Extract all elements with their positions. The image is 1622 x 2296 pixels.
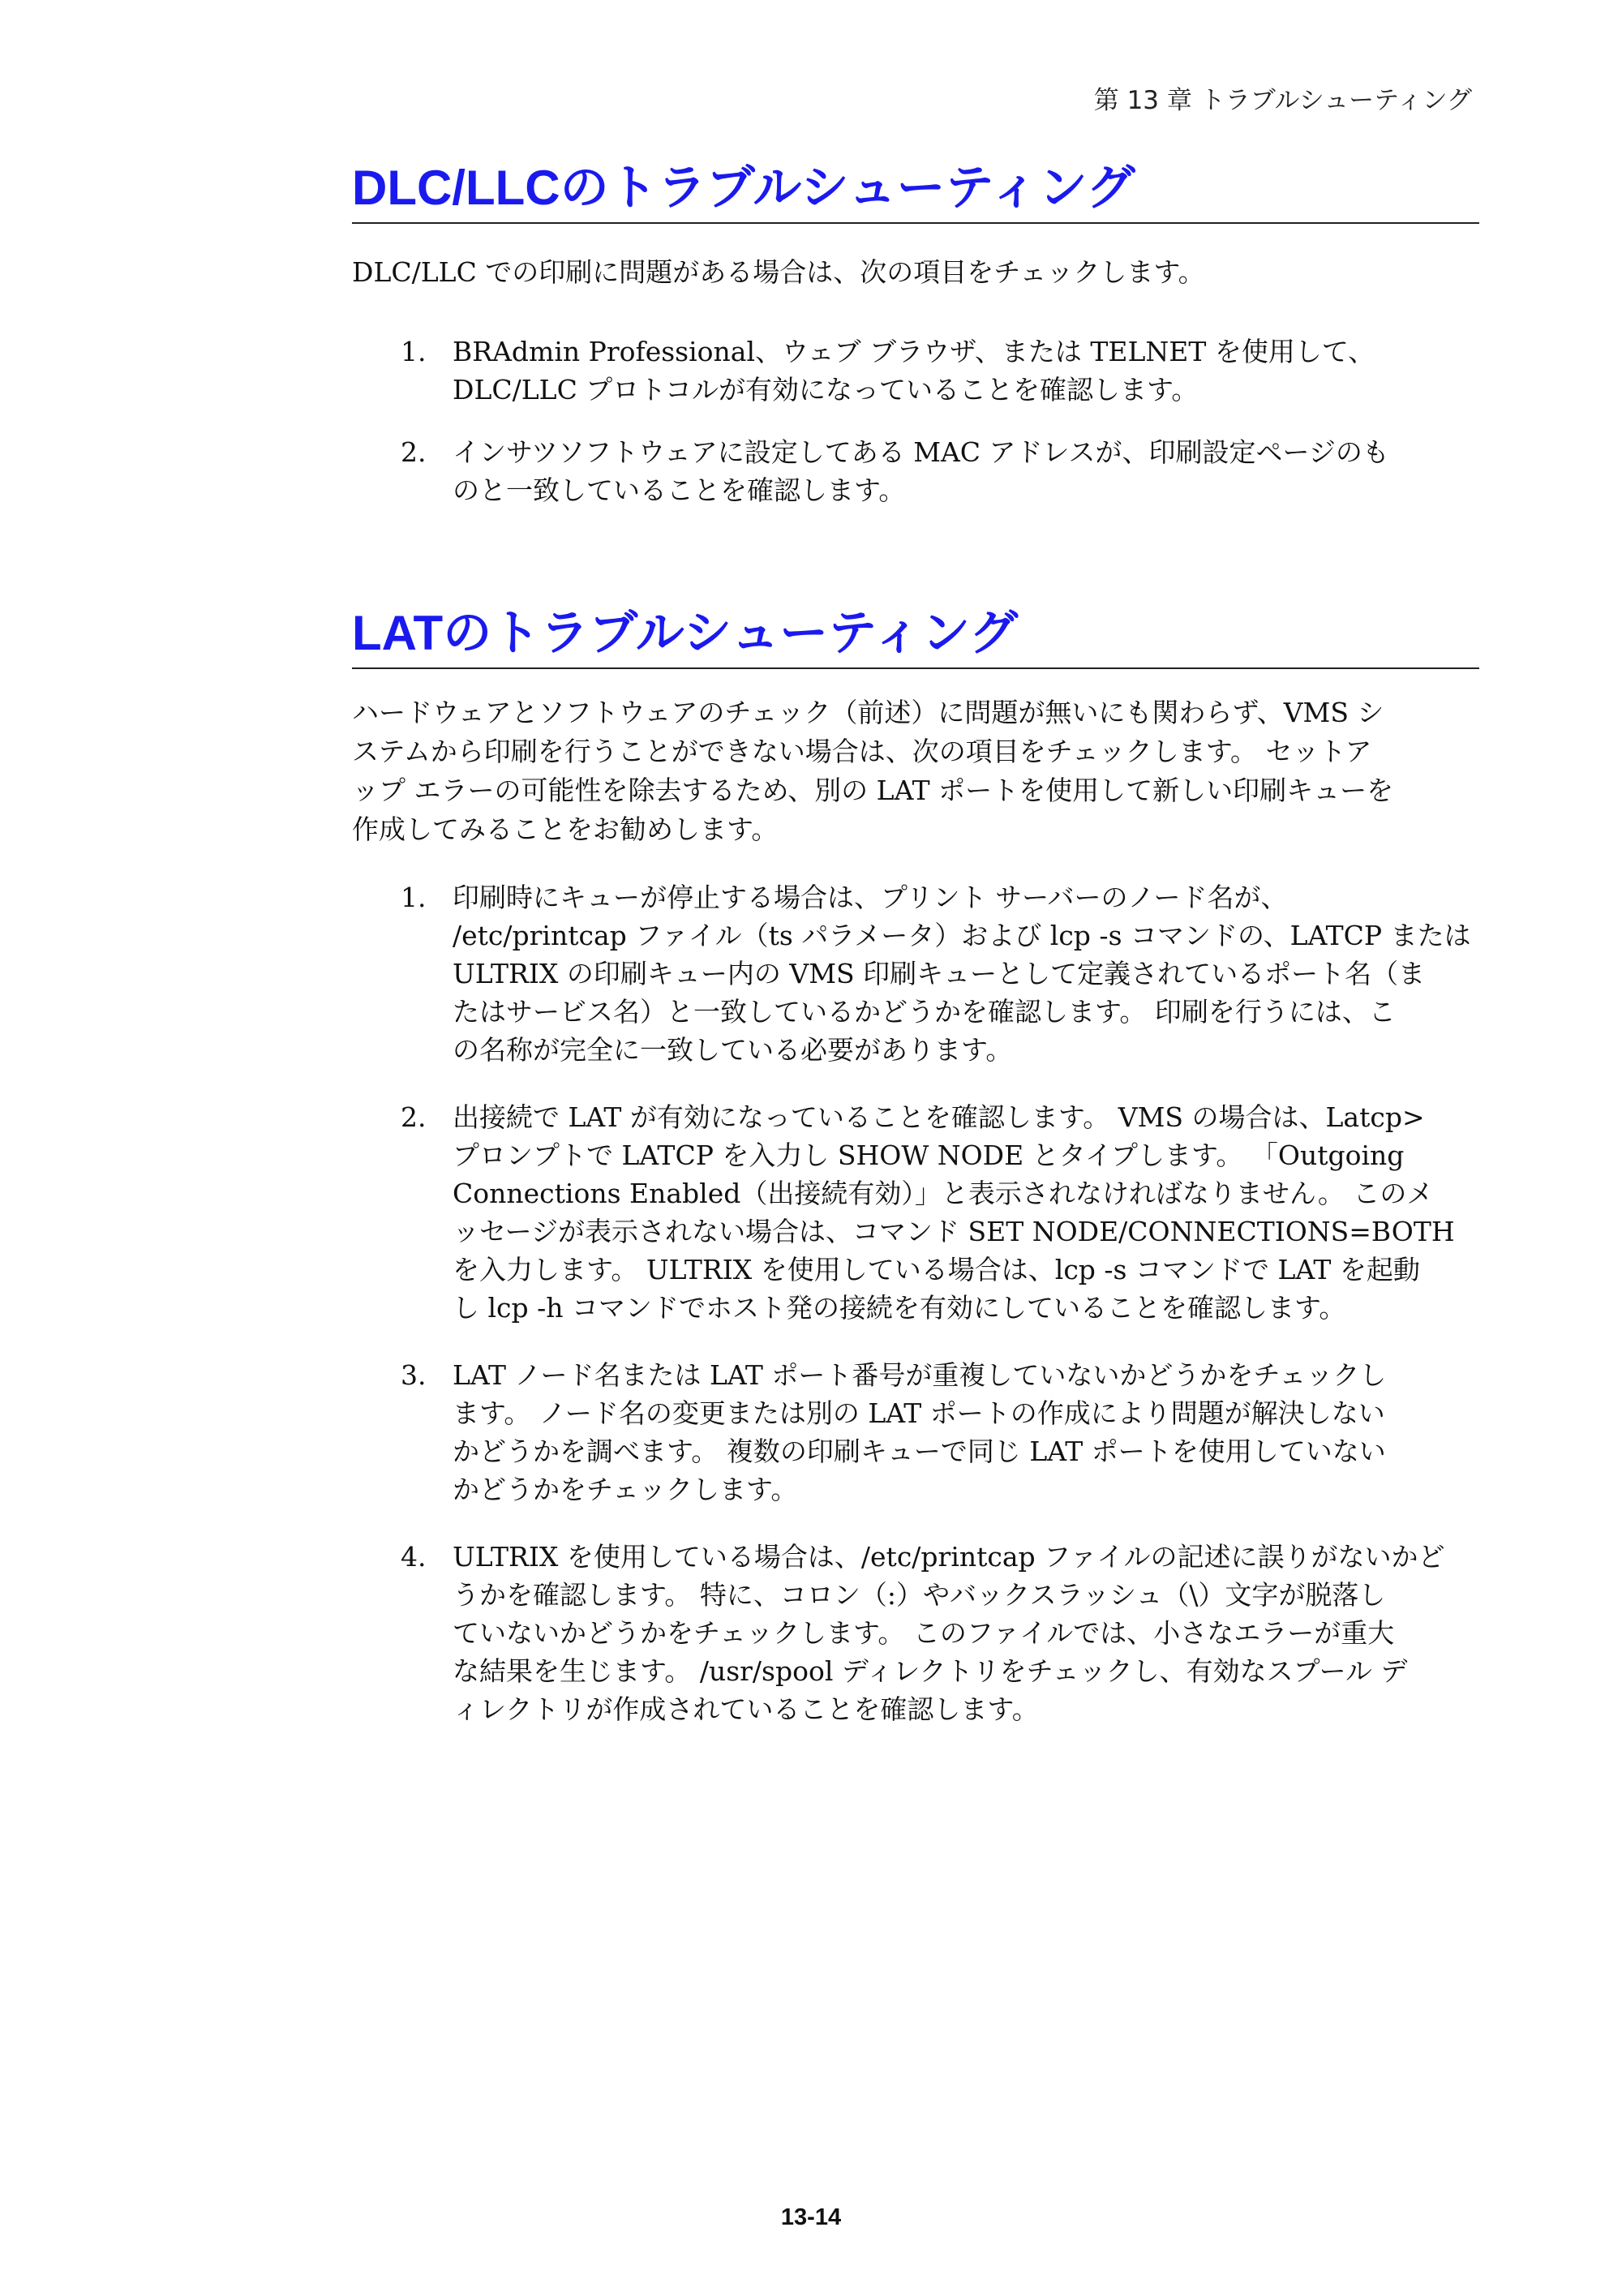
section-title-lat xyxy=(352,604,1479,669)
list-item-number: 2. xyxy=(401,436,427,468)
list-item-number: 4. xyxy=(401,1541,427,1573)
list-item xyxy=(352,1098,1479,1327)
list-item-line: のと一致していることを確認します。 xyxy=(453,474,906,506)
numbered-list xyxy=(352,333,1479,509)
list-item-number: 1. xyxy=(401,882,427,913)
numbered-list xyxy=(352,878,1479,1728)
section-title-jp: のトラブルシューティング xyxy=(560,160,1135,217)
list-item-line: な結果を生じます。 /usr/spool ディレクトリをチェックし、有効なスプール デ xyxy=(453,1655,1408,1687)
section-lat xyxy=(352,604,1479,1728)
list-item-line: かどうかをチェックします。 xyxy=(453,1474,798,1505)
intro-line: 作成してみることをお勧めします。 xyxy=(352,813,779,845)
list-item-line: プロンプトで LATCP を入力し SHOW NODE とタイプします。 「Outgoing xyxy=(453,1139,1405,1171)
section-intro xyxy=(352,693,1479,849)
section-title-latin: LAT xyxy=(352,606,444,660)
list-item-line: インサツソフトウェアに設定してある MAC アドレスが、印刷設定ページのも xyxy=(453,436,1389,468)
section-dlc-llc xyxy=(352,159,1479,509)
section-intro: DLC/LLC での印刷に問題がある場合は、次の項目をチェックします。 xyxy=(352,256,1205,288)
list-item-line: ます。 ノード名の変更または別の LAT ポートの作成により問題が解決しない xyxy=(453,1397,1385,1429)
page-number: 13-14 xyxy=(780,2204,842,2230)
list-item-line: 印刷時にキューが停止する場合は、プリント サーバーのノード名が、 xyxy=(453,882,1288,913)
list-item xyxy=(352,1538,1479,1728)
list-item-line: DLC/LLC プロトコルが有効になっていることを確認します。 xyxy=(453,374,1199,406)
list-item-line: ULTRIX の印刷キュー内の VMS 印刷キューとして定義されているポート名（ま xyxy=(453,958,1426,989)
list-item-line: LAT ノード名または LAT ポート番号が重複していないかどうかをチェックし xyxy=(453,1359,1387,1391)
section-title-dlc-llc xyxy=(352,159,1479,224)
list-item-line: /etc/printcap ファイル（ts パラメータ）および lcp -s コマンドの、LATCP または xyxy=(453,920,1471,951)
list-item xyxy=(352,1356,1479,1508)
chapter-header: 第 13 章 トラブルシューティング xyxy=(1093,86,1472,115)
section-title-latin: DLC/LLC xyxy=(352,161,560,215)
list-item-line: し lcp -h コマンドでホスト発の接続を有効にしていることを確認します。 xyxy=(453,1292,1346,1324)
list-item-line: たはサービス名）と一致しているかどうかを確認します。 印刷を行うには、こ xyxy=(453,996,1396,1028)
list-item-number: 2. xyxy=(401,1101,427,1133)
intro-line: ステムから印刷を行うことができない場合は、次の項目をチェックします。 セットア xyxy=(352,736,1372,767)
list-item-line: 出接続で LAT が有効になっていることを確認します。 VMS の場合は、Latcp> xyxy=(453,1101,1425,1133)
list-item-line: かどうかを調べます。 複数の印刷キューで同じ LAT ポートを使用していない xyxy=(453,1436,1386,1467)
list-item xyxy=(352,433,1479,509)
list-item-number: 3. xyxy=(401,1359,427,1391)
list-item-line: ィレクトリが作成されていることを確認します。 xyxy=(453,1693,1039,1725)
list-item xyxy=(352,878,1479,1069)
list-item-number: 1. xyxy=(401,336,427,367)
section-title-jp: のトラブルシューティング xyxy=(443,605,1019,662)
intro-line: ハードウェアとソフトウェアのチェック（前述）に問題が無いにも関わらず、VMS シ xyxy=(352,697,1384,728)
list-item-line: BRAdmin Professional、ウェブ ブラウザ、または TELNET を使用して、 xyxy=(453,336,1375,367)
list-item-line: ていないかどうかをチェックします。 このファイルでは、小さなエラーが重大 xyxy=(453,1617,1395,1649)
list-item-line: を入力します。 ULTRIX を使用している場合は、lcp -s コマンドで LAT を起動 xyxy=(453,1254,1420,1285)
list-item-line: ッセージが表示されない場合は、コマンド SET NODE/CONNECTIONS=BOTH xyxy=(453,1216,1455,1247)
list-item-line: Connections Enabled（出接続有効）」と表示されなければなりません。 このメ xyxy=(453,1178,1434,1209)
list-item-line: の名称が完全に一致している必要があります。 xyxy=(453,1034,1013,1066)
list-item-line: うかを確認します。 特に、コロン（:）やバックスラッシュ（\）文字が脱落し xyxy=(453,1579,1386,1611)
list-item xyxy=(352,333,1479,409)
intro-line: ップ エラーの可能性を除去するため、別の LAT ポートを使用して新しい印刷キューを xyxy=(352,775,1394,806)
list-item-line: ULTRIX を使用している場合は、/etc/printcap ファイルの記述に誤りがないかど xyxy=(453,1541,1445,1573)
